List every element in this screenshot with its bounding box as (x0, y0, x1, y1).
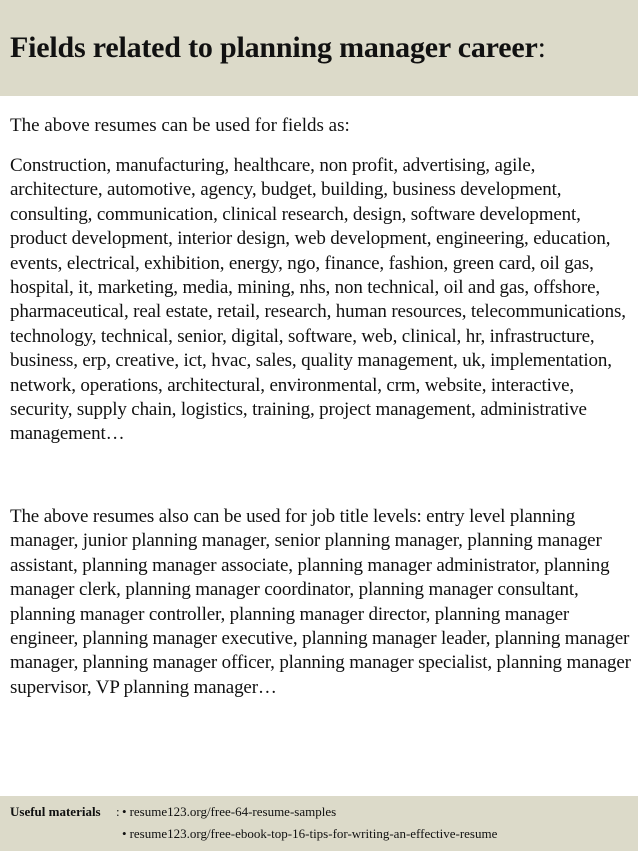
job-levels-paragraph: The above resumes also can be used for job title levels: entry level planning manager, junior planning manager, senior planning manager, planning manager assistant, planning manager associate, planning manager administrator, planning manager clerk, planning manager coordinator, planning manager consultant, planning manager controller, planning manager director, planning manager engineer, planning manager executive, planning manager leader, planning manager manager, planning manager officer, planning manager specialist, planning manager supervisor, VP planning manager… (10, 506, 631, 698)
footer-link-resume-samples[interactable] (122, 803, 336, 821)
header-band (0, 0, 638, 96)
footer-link-text: resume123.org/free-ebook-top-16-tips-for-writing-an-effective-resume (129, 826, 498, 841)
bullet-icon: • (122, 804, 127, 819)
useful-materials-label: Useful materials (10, 804, 101, 819)
footer-band (0, 796, 638, 851)
intro-text: The above resumes can be used for fields as: (10, 115, 350, 136)
page-title (10, 30, 546, 66)
useful-materials-colon: : (116, 804, 120, 819)
bullet-icon: • (122, 826, 127, 841)
page-title-colon: : (537, 31, 546, 64)
footer-link-ebook-tips[interactable] (122, 825, 497, 843)
footer-link-text: resume123.org/free-64-resume-samples (129, 804, 337, 819)
fields-paragraph: Construction, manufacturing, healthcare, non profit, advertising, agile, architecture, automotive, agency, budget, building, business development, consulting, communication, clinical research, design, software development, product development, interior design, web development, engineering, education, events, electrical, exhibition, energy, ngo, finance, fashion, green card, oil gas, hospital, it, marketing, media, mining, nhs, non technical, oil and gas, offshore, pharmaceutical, real estate, retail, research, human resources, telecommunications, technology, technical, senior, digital, software, web, clinical, hr, infrastructure, business, erp, creative, ict, hvac, sales, quality management, uk, implementation, network, operations, architectural, environmental, crm, website, interactive, security, supply chain, logistics, training, project management, administrative management… (10, 155, 626, 445)
page-title-text: Fields related to planning manager career (10, 31, 538, 64)
